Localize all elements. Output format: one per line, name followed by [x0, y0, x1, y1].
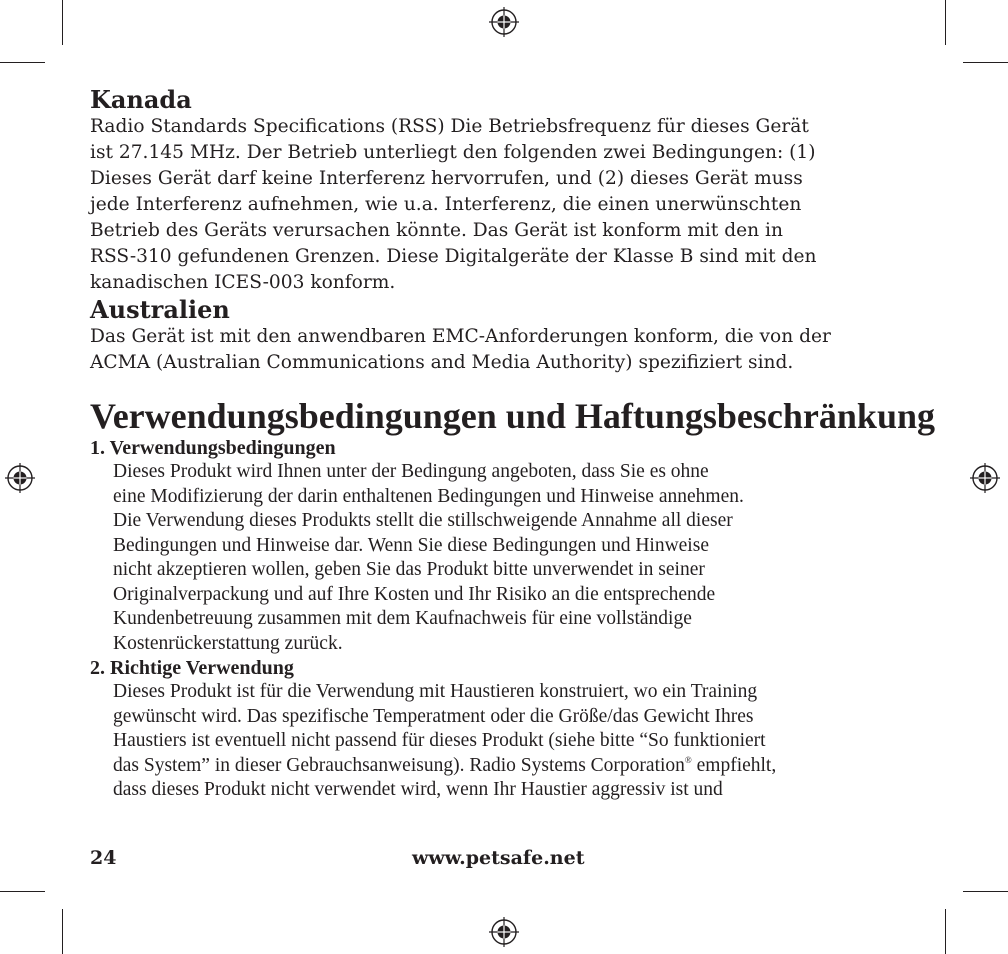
page-number: 24 — [90, 847, 117, 869]
crop-mark-bottom-right-h — [963, 891, 1008, 892]
text-line: Bedingungen und Hinweise dar. Wenn Sie diese Bedingungen und Hinweise — [113, 534, 709, 556]
text-line: Haustiers ist eventuell nicht passend für dieses Produkt (siehe bitte “So funktioniert — [113, 730, 766, 751]
section-heading-australia: Australien — [90, 295, 230, 324]
text-line: dass dieses Produkt nicht verwendet wird, wenn Ihr Haustier aggressiv ist und — [113, 779, 723, 800]
text-line: RSS-310 gefundenen Grenzen. Diese Digitalgeräte der Klasse B sind mit den — [90, 246, 817, 267]
crop-mark-top-right — [945, 0, 946, 45]
footer-url: www.petsafe.net — [412, 847, 585, 869]
text-line: eine Modifizierung der darin enthaltenen Bedingungen und Hinweise annehmen. — [113, 485, 744, 507]
crop-mark-bottom-right — [945, 909, 946, 954]
paragraph-australia — [90, 324, 950, 376]
text-line-with-mark — [113, 754, 950, 779]
paragraph-canada — [90, 114, 950, 296]
text-segment: empfiehlt, — [691, 754, 777, 776]
crop-mark-top-right-h — [963, 62, 1008, 63]
text-line: kanadischen ICES-003 konform. — [90, 272, 396, 293]
registered-mark: ® — [684, 754, 692, 765]
text-line: Das Gerät ist mit den anwendbaren EMC-Anforderungen konform, die von der — [90, 326, 831, 347]
crop-mark-bottom-left — [62, 909, 63, 954]
text-segment: das System” in dieser Gebrauchsanweisung). Radio Systems Corporation — [113, 754, 685, 776]
registration-mark-right-icon — [970, 463, 1000, 493]
text-line: Kostenrückerstattung zurück. — [113, 632, 343, 654]
registration-mark-bottom-icon — [489, 917, 519, 947]
registration-mark-left-icon — [5, 463, 35, 493]
text-line: Dieses Gerät darf keine Interferenz hervorrufen, und (2) dieses Gerät muss — [90, 168, 803, 189]
text-line: Kundenbetreuung zusammen mit dem Kaufnachweis für eine vollständige — [113, 608, 692, 629]
registration-mark-top-icon — [489, 7, 519, 37]
text-line: ACMA (Australian Communications and Media Authority) spezifiziert sind. — [90, 352, 794, 373]
text-line: Radio Standards Specifications (RSS) Die Betriebsfrequenz für dieses Gerät — [90, 116, 809, 137]
section-heading-terms: Verwendungsbedingungen und Haftungsbeschränkung — [90, 396, 935, 436]
paragraph-proper-use — [113, 680, 950, 803]
subsection-heading-conditions: 1. Verwendungsbedingungen — [90, 437, 336, 459]
paragraph-conditions — [113, 460, 950, 656]
text-line: ist 27.145 MHz. Der Betrieb unterliegt den folgenden zwei Bedingungen: (1) — [90, 142, 816, 163]
crop-mark-bottom-left-h — [0, 891, 45, 892]
text-line: Originalverpackung und auf Ihre Kosten und Ihr Risiko an die entsprechende — [113, 583, 716, 605]
text-line: Dieses Produkt ist für die Verwendung mit Haustieren konstruiert, wo ein Training — [113, 681, 758, 702]
text-line: jede Interferenz aufnehmen, wie u.a. Interferenz, die einen unerwünschten — [90, 194, 802, 215]
crop-mark-top-left-h — [0, 62, 45, 63]
crop-mark-top-left — [62, 0, 63, 45]
text-line: gewünscht wird. Das spezifische Temperatment oder die Größe/das Gewicht Ihres — [113, 705, 754, 727]
page-content — [90, 86, 950, 803]
text-line: Betrieb des Geräts verursachen könnte. Das Gerät ist konform mit den in — [90, 220, 783, 241]
text-line: Die Verwendung dieses Produkts stellt die stillschweigende Annahme all dieser — [113, 510, 733, 531]
subsection-heading-proper-use: 2. Richtige Verwendung — [90, 657, 294, 679]
section-heading-canada: Kanada — [90, 85, 192, 114]
text-line: nicht akzeptieren wollen, geben Sie das Produkt bitte unverwendet in seiner — [113, 559, 705, 580]
text-line: Dieses Produkt wird Ihnen unter der Bedingung angeboten, dass Sie es ohne — [113, 461, 709, 482]
